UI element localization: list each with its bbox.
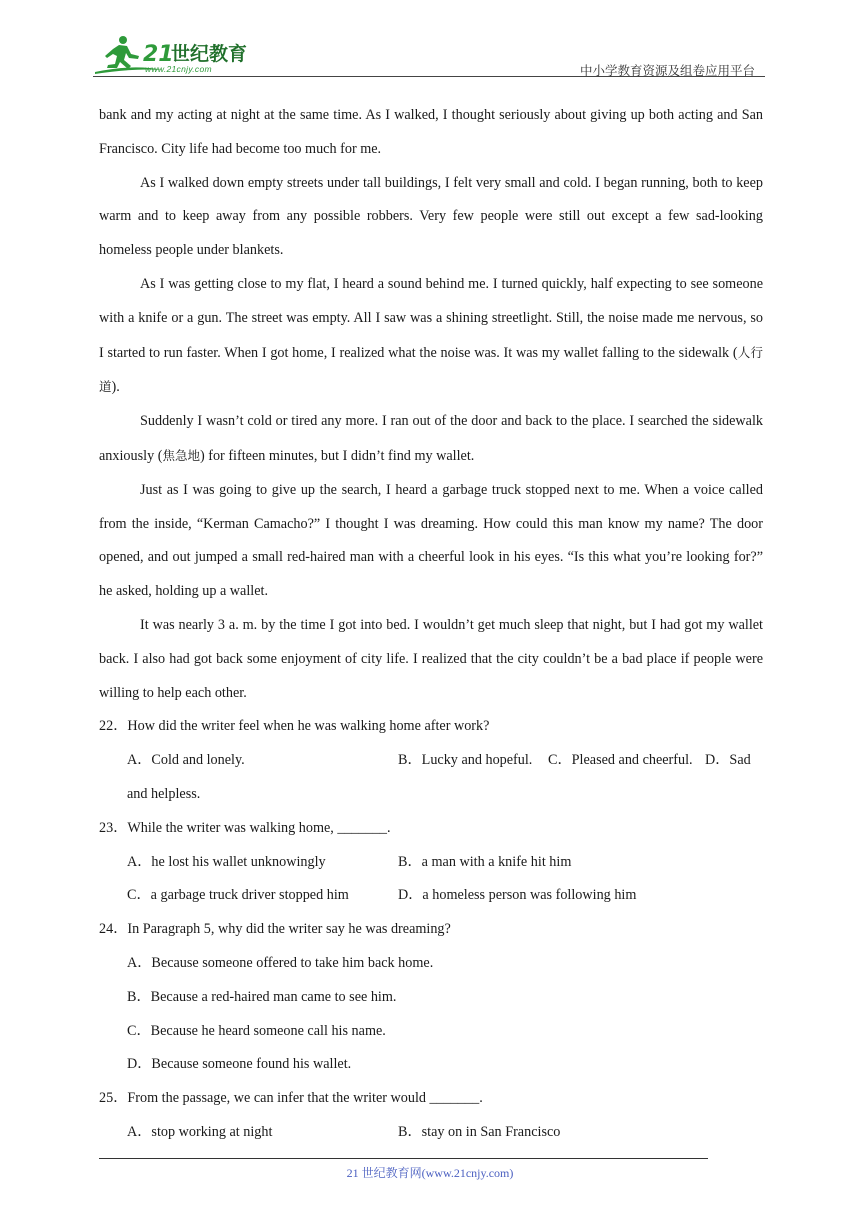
option-c[interactable]: C．Because he heard someone call his name. [127, 1022, 386, 1039]
option-a[interactable]: A．Cold and lonely. [127, 752, 245, 769]
header-platform-title: 中小学教育资源及组卷应用平台 [579, 63, 755, 78]
option-c[interactable]: C．a garbage truck driver stopped him [127, 887, 349, 904]
chinese-gloss: 焦急地 [162, 447, 200, 463]
option-c[interactable]: C．Pleased and cheerful. [548, 752, 693, 769]
svg-text:世纪教育: 世纪教育 [171, 43, 248, 65]
option-b[interactable]: B．a man with a knife hit him [398, 853, 572, 870]
paragraph-text: ). [111, 379, 120, 396]
paragraph: It was nearly 3 a. m. by the time I got into bed. I wouldn’t get much sleep that night, but I had got my wallet back. I also had got back some enjoyment of city life. I realized that the city couldn’t be a bad place if people were willing to help each other. [99, 616, 763, 701]
header-divider [93, 76, 765, 77]
option-b[interactable]: B．Lucky and hopeful. [398, 752, 533, 769]
option-a[interactable]: A．he lost his wallet unknowingly [127, 853, 326, 870]
question-22-options [99, 744, 763, 778]
option-d[interactable]: D．a homeless person was following him [398, 887, 637, 904]
option-d[interactable]: D．Because someone found his wallet. [127, 1056, 352, 1073]
option-d[interactable]: D．Sad [705, 752, 751, 769]
option-a[interactable]: A．stop working at night [127, 1123, 273, 1140]
paragraph: bank and my acting at night at the same time. As I walked, I thought seriously about giving up both acting and San Francisco. City life had become too much for me. [99, 107, 763, 157]
paragraph-text: As I was getting close to my flat, I heard a sound behind me. I turned quickly, half expecting to see someone with a knife or a gun. The street was empty. All I saw was a shining streetlight. Still, the noise made me nervous, so I started to run faster. When I got home, I realized what the noise was. It was my wallet falling to the sidewalk ( [99, 275, 763, 361]
question-25-options [99, 1116, 763, 1150]
logo-url: www.21cnjy.com [145, 64, 212, 74]
question-22-stem: 22．How did the writer feel when he was walking home after work? [99, 718, 490, 735]
question-24-stem: 24．In Paragraph 5, why did the writer say he was dreaming? [99, 921, 451, 938]
paragraph-text: ) for fifteen minutes, but I didn’t find my wallet. [199, 447, 475, 464]
paragraph: As I walked down empty streets under tall buildings, I felt very small and cold. I began running, both to keep warm and to keep away from any possible robbers. Very few people were still out except a few sad-looking homeless people under blankets. [99, 174, 763, 259]
footer-divider [99, 1158, 708, 1159]
paragraph: Just as I was going to give up the search, I heard a garbage truck stopped next to me. When a voice called from the inside, “Kerman Camacho?” I thought I was dreaming. How could this man know my name? The door opened, and out jumped a small red-haired man with a cheerful look in his eyes. “Is this what you’re looking for?” he asked, holding up a wallet. [99, 481, 763, 600]
site-logo[interactable] [93, 34, 263, 76]
document-body [99, 99, 763, 1150]
paragraph [99, 268, 763, 405]
option-b[interactable]: B．stay on in San Francisco [398, 1123, 561, 1140]
question-23-options-row1 [99, 846, 763, 880]
question-25-stem: 25．From the passage, we can infer that the writer would _______. [99, 1090, 483, 1107]
question-23-stem: 23．While the writer was walking home, _______. [99, 819, 391, 836]
question-23-options-row2 [99, 879, 763, 913]
paragraph-text: Suddenly I wasn’t cold or tired any more. I ran out of the door and back to the place. I searched the sidewalk anxiously ( [99, 413, 763, 464]
paragraph [99, 405, 763, 474]
option-a[interactable]: A．Because someone offered to take him back home. [127, 954, 434, 971]
chinese-gloss: 人行道 [99, 344, 763, 395]
page-header [93, 34, 763, 78]
option-d-continued: and helpless. [127, 785, 201, 802]
svg-text:21: 21 [143, 42, 174, 67]
option-b[interactable]: B．Because a red-haired man came to see him. [127, 988, 397, 1005]
footer-link[interactable]: 21 世纪教育网(www.21cnjy.com) [346, 1166, 514, 1180]
